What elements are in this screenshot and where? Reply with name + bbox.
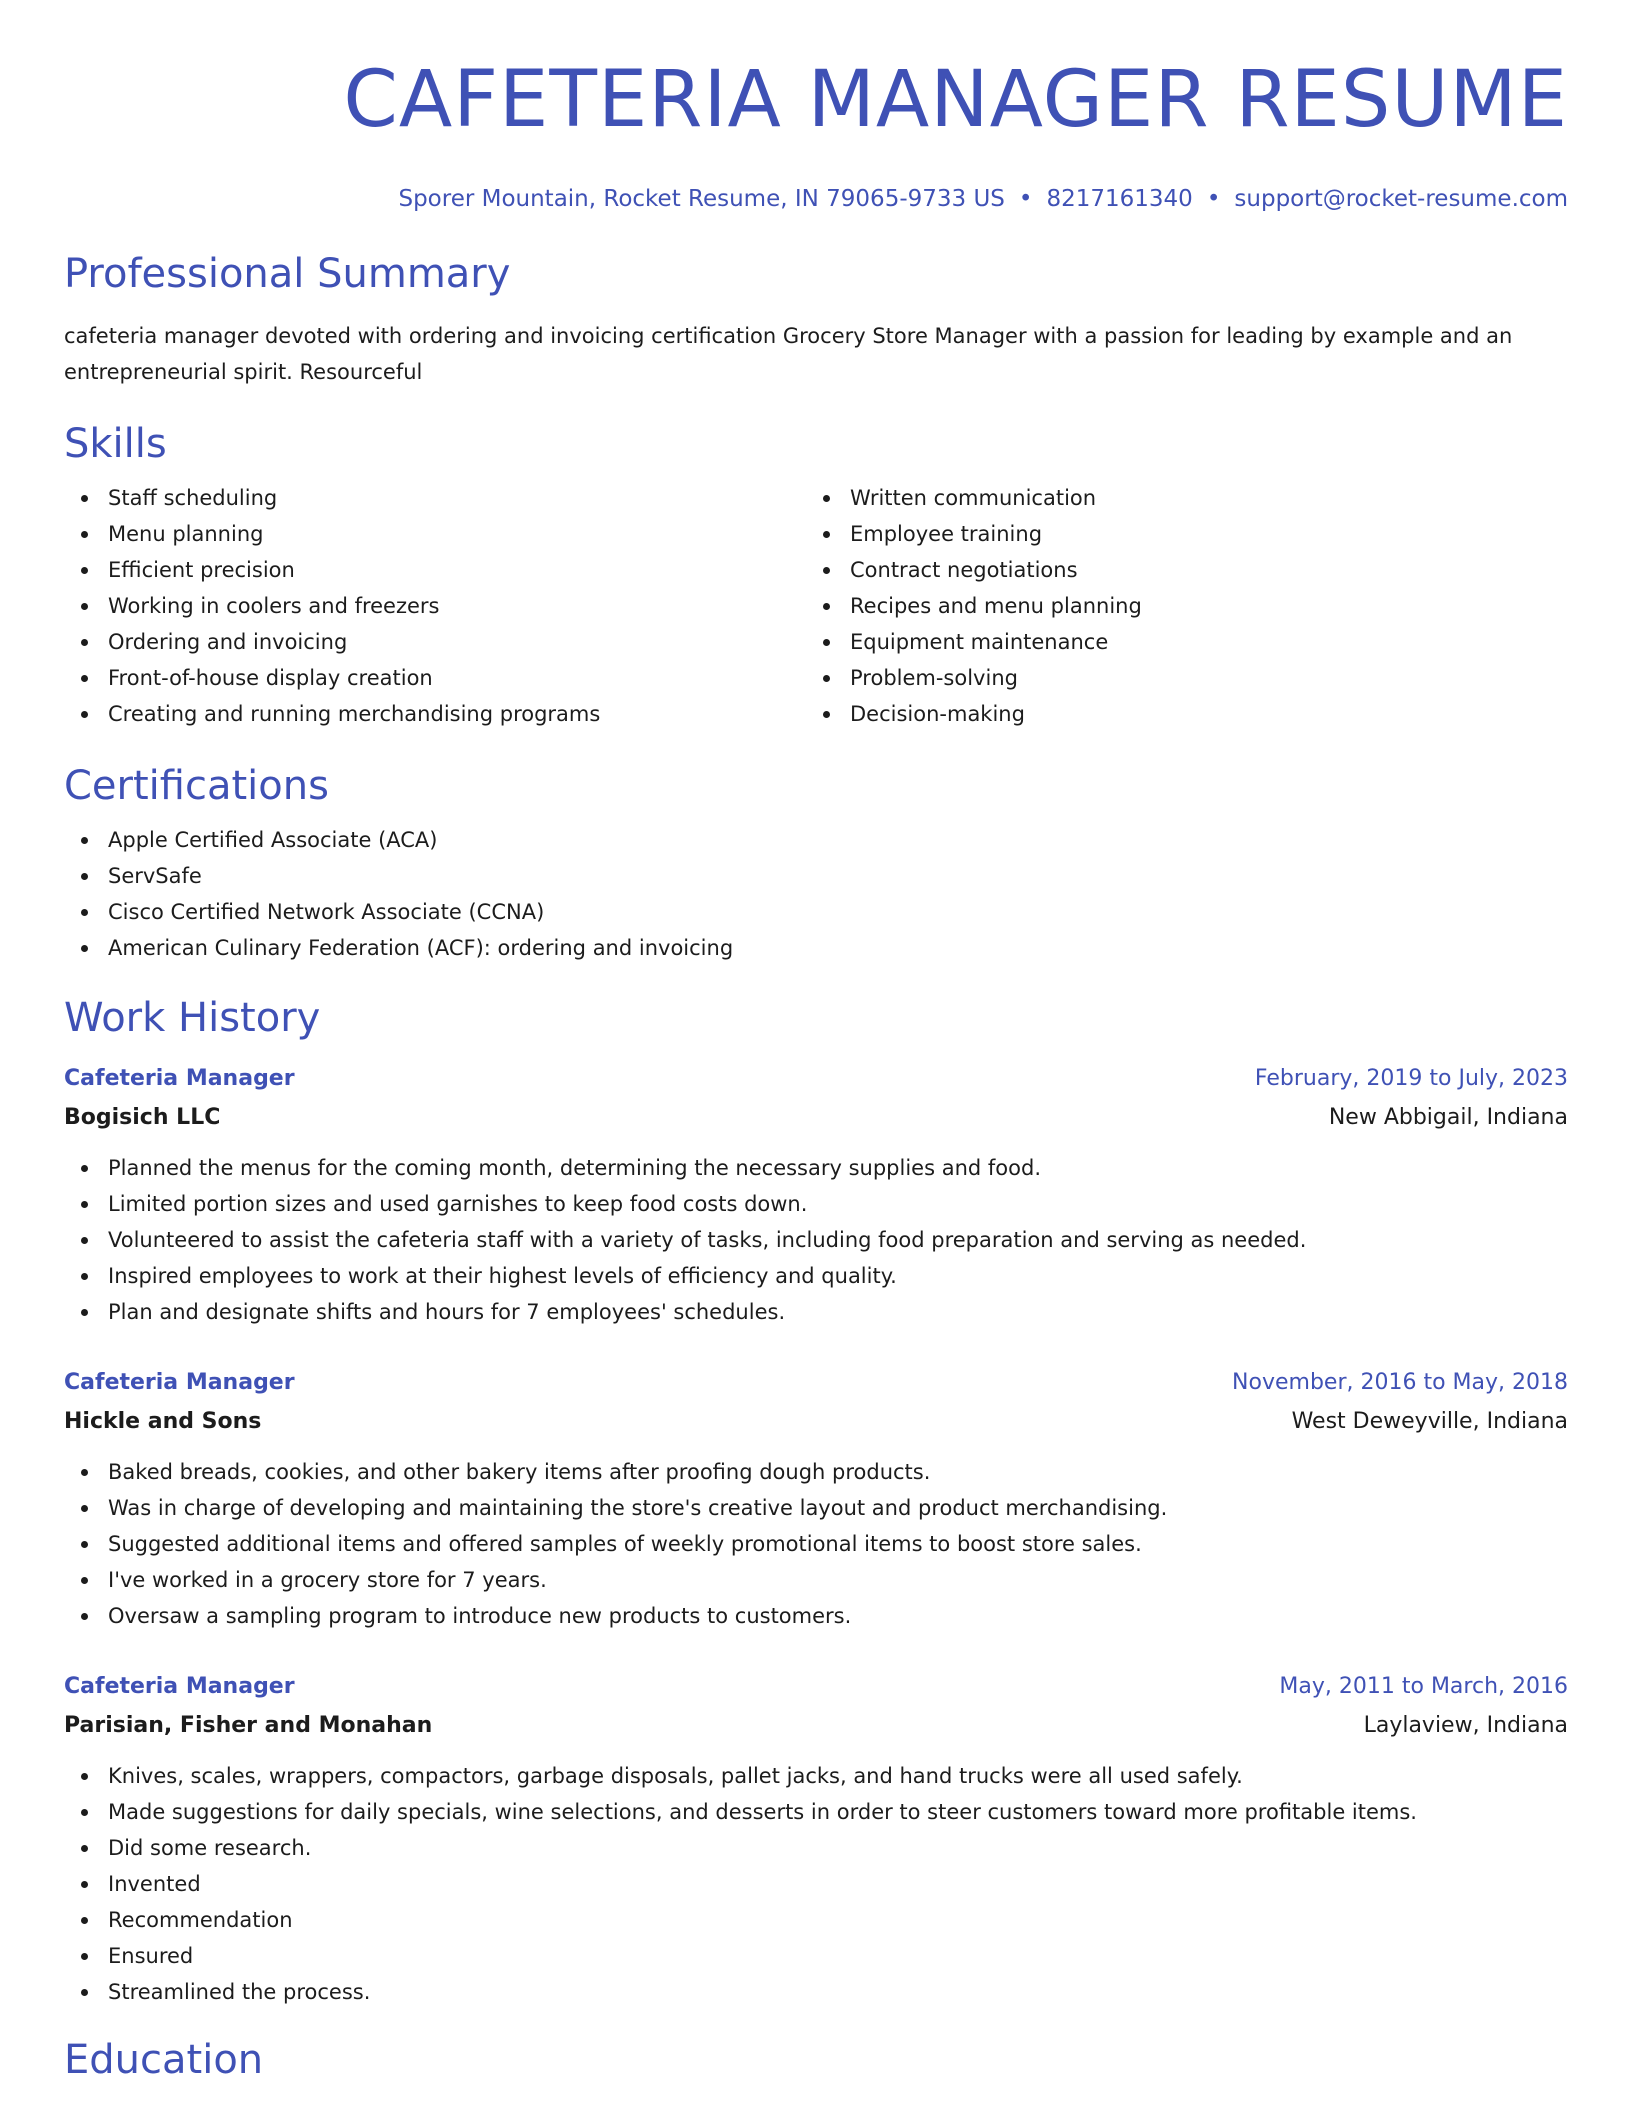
summary-section <box>64 250 1568 390</box>
job-title: Cafeteria Manager <box>64 1066 295 1091</box>
job-bullets <box>64 1758 1568 2010</box>
contact-separator: • <box>1206 186 1221 212</box>
job-location: New Abbigail, Indiana <box>1328 1105 1568 1130</box>
skill-item: Staff scheduling <box>64 480 806 516</box>
skills-columns <box>64 480 1568 732</box>
contact-separator: • <box>1018 186 1033 212</box>
job-bullet: Plan and designate shifts and hours for 7 employees' schedules. <box>64 1294 1568 1330</box>
certification-item: Apple Certified Associate (ACA) <box>64 822 1568 858</box>
job-bullet: Invented <box>64 1866 1568 1902</box>
skill-item: Menu planning <box>64 516 806 552</box>
job-entry <box>64 1668 1568 2010</box>
skill-item: Decision-making <box>806 696 1548 732</box>
job-bullet: I've worked in a grocery store for 7 years. <box>64 1562 1568 1598</box>
job-bullet: Recommendation <box>64 1902 1568 1938</box>
job-bullet: Made suggestions for daily specials, wine selections, and desserts in order to steer customers toward more profitable items. <box>64 1794 1568 1830</box>
job-bullet: Oversaw a sampling program to introduce new products to customers. <box>64 1598 1568 1634</box>
contact-email[interactable]: support@rocket-resume.com <box>1234 186 1568 212</box>
summary-text: cafeteria manager devoted with ordering and invoicing certification Grocery Store Manager with a passion for leading by example and an entrepreneurial spirit. Resourceful <box>64 324 1513 384</box>
skill-item: Written communication <box>806 480 1548 516</box>
resume-header <box>64 0 1568 214</box>
certifications-section <box>64 762 1568 966</box>
job-dates: February, 2019 to July, 2023 <box>1254 1066 1568 1091</box>
job-bullets <box>64 1454 1568 1634</box>
job-bullet: Inspired employees to work at their highest levels of efficiency and quality. <box>64 1258 1568 1294</box>
job-company: Parisian, Fisher and Monahan <box>64 1713 433 1738</box>
job-bullet: Did some research. <box>64 1830 1568 1866</box>
skills-section <box>64 420 1568 732</box>
job-location: Laylaview, Indiana <box>1363 1713 1568 1738</box>
skills-column-right <box>806 480 1548 732</box>
job-dates: May, 2011 to March, 2016 <box>1279 1674 1568 1699</box>
skill-item: Efficient precision <box>64 552 806 588</box>
job-bullet: Streamlined the process. <box>64 1974 1568 2010</box>
certifications-heading: Certifications <box>64 763 329 809</box>
job-bullet: Knives, scales, wrappers, compactors, garbage disposals, pallet jacks, and hand trucks were all used safely. <box>64 1758 1568 1794</box>
skill-item: Equipment maintenance <box>806 624 1548 660</box>
skill-item: Problem-solving <box>806 660 1548 696</box>
skills-heading: Skills <box>64 421 167 467</box>
job-company: Hickle and Sons <box>64 1409 262 1434</box>
job-dates: November, 2016 to May, 2018 <box>1232 1370 1568 1395</box>
resume-title: CAFETERIA MANAGER RESUME <box>343 55 1568 145</box>
job-bullet: Limited portion sizes and used garnishes to keep food costs down. <box>64 1186 1568 1222</box>
summary-heading: Professional Summary <box>64 251 511 297</box>
contact-line <box>64 184 1568 214</box>
skill-item: Recipes and menu planning <box>806 588 1548 624</box>
job-bullet: Baked breads, cookies, and other bakery items after proofing dough products. <box>64 1454 1568 1490</box>
skill-item: Front-of-house display creation <box>64 660 806 696</box>
certification-item: Cisco Certified Network Associate (CCNA) <box>64 894 1568 930</box>
contact-phone: 8217161340 <box>1046 186 1193 212</box>
skill-item: Employee training <box>806 516 1548 552</box>
skill-item: Ordering and invoicing <box>64 624 806 660</box>
job-bullet: Planned the menus for the coming month, determining the necessary supplies and food. <box>64 1150 1568 1186</box>
work-history-section <box>64 994 1568 2010</box>
skills-column-left <box>64 480 806 732</box>
job-bullets <box>64 1150 1568 1330</box>
skill-item: Creating and running merchandising programs <box>64 696 806 732</box>
job-bullet: Volunteered to assist the cafeteria staff with a variety of tasks, including food preparation and serving as needed. <box>64 1222 1568 1258</box>
certifications-list <box>64 822 1568 966</box>
job-location: West Deweyville, Indiana <box>1291 1409 1568 1434</box>
certification-item: American Culinary Federation (ACF): ordering and invoicing <box>64 930 1568 966</box>
skill-item: Working in coolers and freezers <box>64 588 806 624</box>
certification-item: ServSafe <box>64 858 1568 894</box>
job-bullet: Suggested additional items and offered samples of weekly promotional items to boost store sales. <box>64 1526 1568 1562</box>
skill-item: Contract negotiations <box>806 552 1548 588</box>
job-bullet: Ensured <box>64 1938 1568 1974</box>
job-company: Bogisich LLC <box>64 1105 221 1130</box>
education-heading: Education <box>64 2037 264 2083</box>
job-bullet: Was in charge of developing and maintaining the store's creative layout and product merchandising. <box>64 1490 1568 1526</box>
work-history-heading: Work History <box>64 995 321 1041</box>
contact-address: Sporer Mountain, Rocket Resume, IN 79065-9733 US <box>398 186 1005 212</box>
job-entry <box>64 1364 1568 1634</box>
job-title: Cafeteria Manager <box>64 1674 295 1699</box>
education-section <box>64 2036 1568 2084</box>
job-title: Cafeteria Manager <box>64 1370 295 1395</box>
job-entry <box>64 1060 1568 1330</box>
